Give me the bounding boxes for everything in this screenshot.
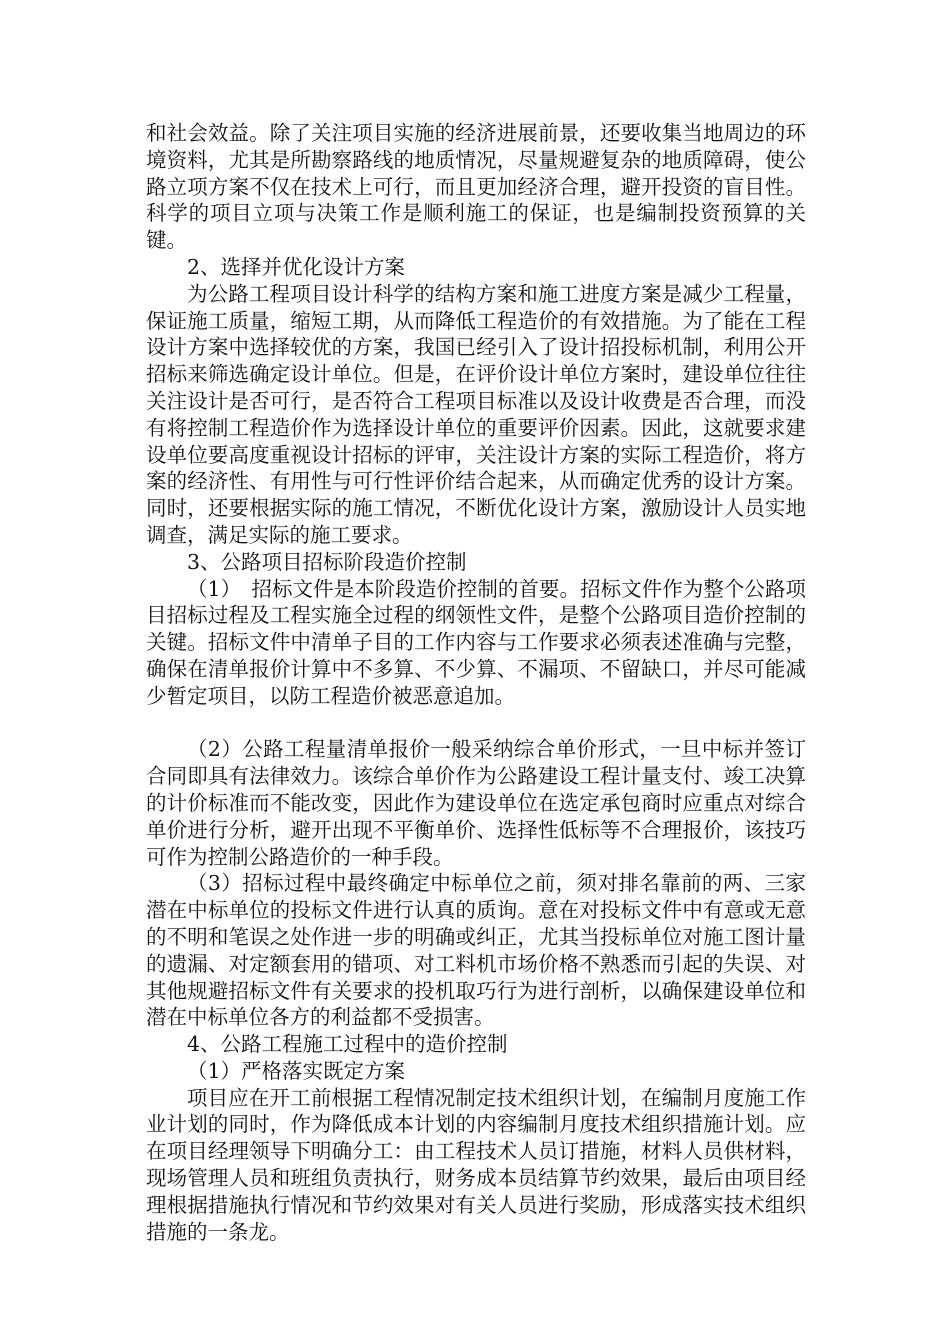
paragraph-3-3: （3）招标过程中最终确定中标单位之前，须对排名靠前的两、三家潜在中标单位的投标文件进行认真的质询。意在对投标文件中有意或无意的不明和笔误之处作进一步的明确或纠正，尤其当投标单位对施工图计量的遗漏、对定额套用的错项、对工料机市场价格不熟悉而引起的失误、对其他规避招标文件有关要求的投机取巧行为进行剖析，以确保建设单位和潜在中标单位各方的利益都不受损害。 (146, 871, 806, 1030)
paragraph-4-1: 项目应在开工前根据工程情况制定技术组织计划，在编制月度施工作业计划的同时，作为降低成本计划的内容编制月度技术组织措施计划。应在项目经理领导下明确分工：由工程技术人员订措施，材料人员供材料，现场管理人员和班组负责执行，财务成本员结算节约效果，最后由项目经理根据措施执行情况和节约效果对有关人员进行奖励，形成落实技术组织措施的一条龙。 (146, 1085, 806, 1244)
paragraph-3-2: （2）公路工程量清单报价一般采纳综合单价形式，一旦中标并签订合同即具有法律效力。该综合单价作为公路建设工程计量支付、竣工决算的计价标准而不能改变，因此作为建设单位在选定承包商时应重点对综合单价进行分析，避开出现不平衡单价、选择性低标等不合理报价，该技巧可作为控制公路造价的一种手段。 (146, 737, 806, 869)
paragraph-1: 和社会效益。除了关注项目实施的经济进展前景，还要收集当地周边的环境资料，尤其是所勘察路线的地质情况，尽量规避复杂的地质障碍，使公路立项方案不仅在技术上可行，而且更加经济合理，避开投资的盲目性。科学的项目立项与决策工作是顺利施工的保证，也是编制投资预算的关键。 (146, 121, 806, 253)
document-page (146, 120, 806, 1245)
section-heading-2: 2、选择并优化设计方案 (187, 254, 406, 279)
paragraph-2: 为公路工程项目设计科学的结构方案和施工进度方案是减少工程量，保证施工质量，缩短工期，从而降低工程造价的有效措施。为了能在工程设计方案中选择较优的方案，我国已经引入了设计招投标机制，利用公开招标来筛选确定设计单位。但是，在评价设计单位方案时，建设单位往往关注设计是否可行，是否符合工程项目标准以及设计收费是否合理，而没有将控制工程造价作为选择设计单位的重要评价因素。因此，这就要求建设单位要高度重视设计招标的评审，关注设计方案的实际工程造价，将方案的经济性、有用性与可行性评价结合起来，从而确定优秀的设计方案。同时，还要根据实际的施工情况，不断优化设计方案，激励设计人员实地调查，满足实际的施工要求。 (146, 281, 806, 547)
subsection-heading-4-1: （1）严格落实既定方案 (187, 1058, 406, 1083)
paragraph-3-1: （1） 招标文件是本阶段造价控制的首要。招标文件作为整个公路项目招标过程及工程实施全过程的纲领性文件，是整个公路项目造价控制的关键。招标文件中清单子目的工作内容与工作要求必须表述准确与完整，确保在清单报价计算中不多算、不少算、不漏项、不留缺口，并尽可能减少暂定项目，以防工程造价被恶意追加。 (146, 576, 806, 708)
section-heading-3: 3、公路项目招标阶段造价控制 (187, 549, 467, 574)
section-heading-4: 4、公路工程施工过程中的造价控制 (187, 1032, 508, 1057)
